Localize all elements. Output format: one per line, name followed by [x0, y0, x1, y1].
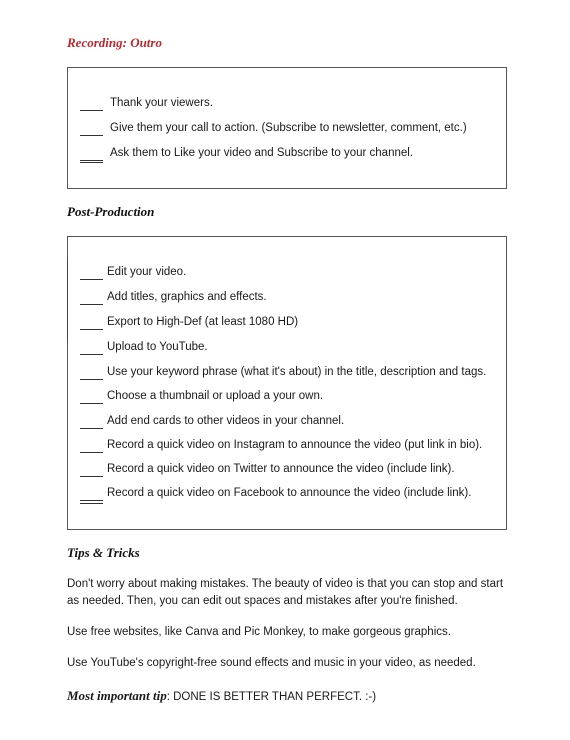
checklist-item-label: Add end cards to other videos in your channel. [107, 415, 345, 427]
checklist-item-label: Record a quick video on Twitter to announce the video (include link). [107, 463, 455, 475]
checklist-item-label: Export to High-Def (at least 1080 HD) [107, 316, 299, 328]
margin-mark [67, 259, 68, 339]
post-production-heading: Post-Production [67, 204, 155, 219]
checkbox-blank[interactable] [80, 452, 103, 453]
most-important-tip-label: Most important tip [67, 688, 167, 703]
checkbox-blank[interactable] [80, 354, 103, 355]
recording-outro-heading: Recording: Outro [67, 35, 162, 50]
tip-paragraph: Use YouTube's copyright-free sound effects and music in your video, as needed. [67, 657, 476, 669]
checkbox-blank[interactable] [80, 110, 103, 111]
checklist-item-label: Edit your video. [107, 266, 187, 278]
checkbox-blank[interactable] [80, 160, 103, 161]
most-important-tip [67, 687, 507, 706]
checkbox-blank[interactable] [80, 500, 103, 501]
most-important-tip-text: : DONE IS BETTER THAN PERFECT. :-) [166, 691, 377, 703]
checklist-item-label: Choose a thumbnail or upload a your own. [107, 390, 324, 402]
checklist-item-label: Record a quick video on Facebook to announce the video (include link). [107, 487, 472, 499]
checklist-item-label: Record a quick video on Instagram to announce the video (put link in bio). [107, 439, 483, 451]
checkbox-blank[interactable] [80, 428, 103, 429]
tips-tricks-heading: Tips & Tricks [67, 545, 140, 560]
checklist-item-label: Give them your call to action. (Subscribe to newsletter, comment, etc.) [110, 122, 467, 134]
checkbox-blank[interactable] [80, 279, 103, 280]
checkbox-blank[interactable] [80, 304, 103, 305]
checklist-item-label: Thank your viewers. [110, 97, 213, 109]
checkbox-blank[interactable] [80, 379, 103, 380]
checkbox-blank[interactable] [80, 403, 103, 404]
checklist-item-label: Use your keyword phrase (what it's about) in the title, description and tags. [107, 366, 487, 378]
checkbox-blank[interactable] [80, 329, 103, 330]
checklist-item-label: Ask them to Like your video and Subscribe to your channel. [110, 147, 414, 159]
checklist-item-label: Upload to YouTube. [107, 341, 208, 353]
tip-paragraph: Use free websites, like Canva and Pic Monkey, to make gorgeous graphics. [67, 626, 451, 638]
checkbox-blank [80, 162, 103, 163]
checkbox-blank [80, 503, 103, 504]
checkbox-blank[interactable] [80, 135, 103, 136]
recording-checklist-box [67, 67, 507, 189]
checklist-item-label: Add titles, graphics and effects. [107, 291, 267, 303]
checkbox-blank[interactable] [80, 476, 103, 477]
tip-paragraph: Don't worry about making mistakes. The beauty of video is that you can stop and start as needed. Then, you can edit out spaces and mistakes after you're finished. [67, 578, 504, 607]
post-production-checklist-box [67, 236, 507, 530]
